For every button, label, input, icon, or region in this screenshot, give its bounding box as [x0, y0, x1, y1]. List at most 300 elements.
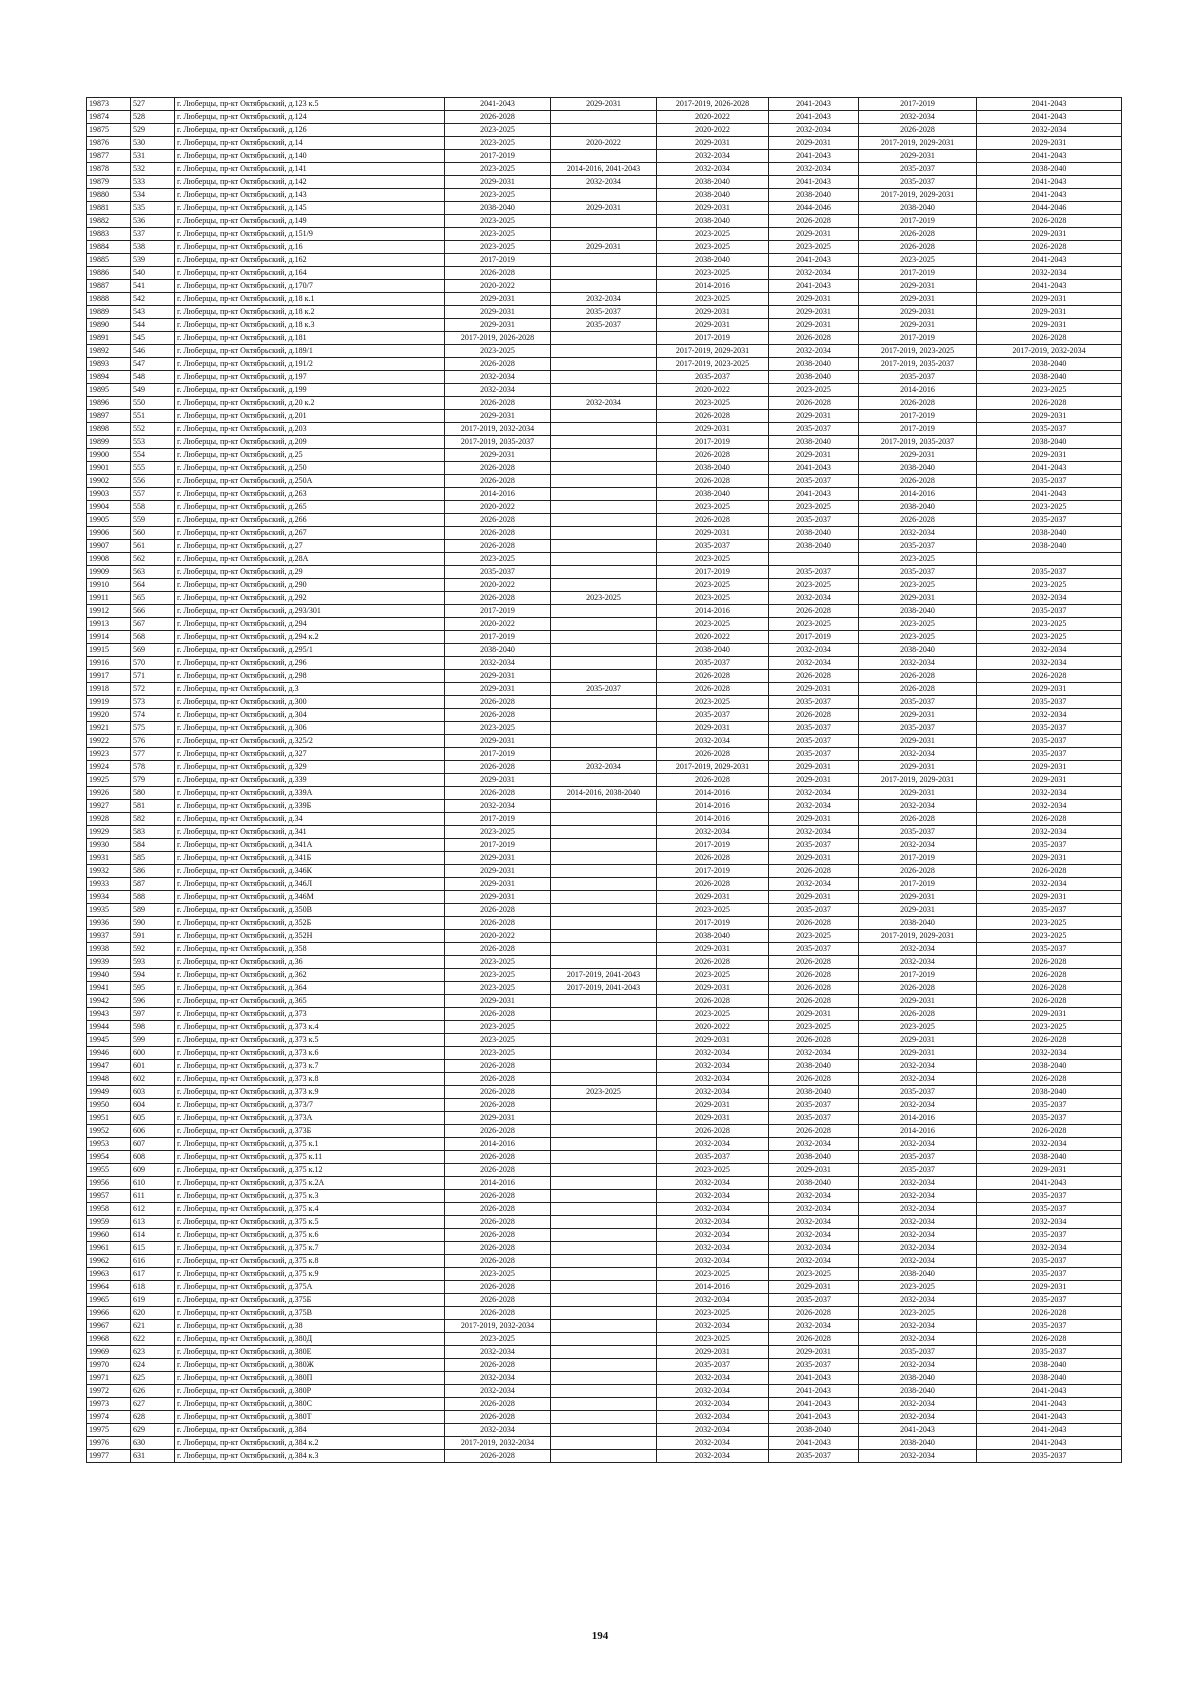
table-cell: 2026-2028	[859, 241, 977, 254]
table-cell: 2026-2028	[445, 1255, 551, 1268]
table-cell: 2032-2034	[977, 124, 1122, 137]
table-cell	[551, 943, 657, 956]
table-cell: 2020-2022	[445, 280, 551, 293]
table-cell: 2032-2034	[769, 1216, 859, 1229]
table-cell: 2038-2040	[769, 189, 859, 202]
table-cell: 2029-2031	[769, 410, 859, 423]
table-cell: 2038-2040	[657, 189, 769, 202]
table-cell: 2026-2028	[657, 774, 769, 787]
table-row	[87, 1359, 1122, 1372]
table-row	[87, 657, 1122, 670]
table-row	[87, 1112, 1122, 1125]
table-cell: 19962	[87, 1255, 131, 1268]
table-cell: 556	[131, 475, 175, 488]
table-cell: 2035-2037	[977, 1268, 1122, 1281]
table-cell: 2026-2028	[769, 605, 859, 618]
table-cell: 2032-2034	[859, 1073, 977, 1086]
table-cell: 2023-2025	[445, 1047, 551, 1060]
table-cell	[551, 1320, 657, 1333]
table-cell: 2032-2034	[657, 1411, 769, 1424]
table-cell: 2029-2031	[977, 683, 1122, 696]
table-cell: 2014-2016	[859, 488, 977, 501]
table-cell: г. Люберцы, пр-кт Октябрьский, д.141	[175, 163, 445, 176]
table-cell: 2026-2028	[769, 1333, 859, 1346]
table-cell: 2041-2043	[769, 254, 859, 267]
table-cell: 2032-2034	[769, 1229, 859, 1242]
table-cell: 2032-2034	[551, 761, 657, 774]
table-cell: 2020-2022	[445, 501, 551, 514]
table-cell: г. Люберцы, пр-кт Октябрьский, д.294 к.2	[175, 631, 445, 644]
table-cell: 2032-2034	[977, 878, 1122, 891]
table-cell	[551, 1385, 657, 1398]
table-cell: 2038-2040	[769, 371, 859, 384]
table-cell	[551, 1450, 657, 1463]
table-row	[87, 462, 1122, 475]
table-cell: 2026-2028	[977, 813, 1122, 826]
table-cell: 2035-2037	[657, 1359, 769, 1372]
table-cell: 2035-2037	[859, 1086, 977, 1099]
table-cell	[551, 449, 657, 462]
table-cell: 2032-2034	[859, 1216, 977, 1229]
table-cell: 2032-2034	[551, 293, 657, 306]
table-cell: 2023-2025	[657, 904, 769, 917]
table-cell: 2023-2025	[445, 241, 551, 254]
table-row	[87, 579, 1122, 592]
table-cell: 2029-2031	[657, 1099, 769, 1112]
table-cell: 2035-2037	[551, 319, 657, 332]
table-row	[87, 605, 1122, 618]
table-cell: 536	[131, 215, 175, 228]
table-cell: 2023-2025	[859, 1307, 977, 1320]
table-cell: г. Люберцы, пр-кт Октябрьский, д.14	[175, 137, 445, 150]
table-cell: 19935	[87, 904, 131, 917]
table-cell: 580	[131, 787, 175, 800]
table-cell: 19879	[87, 176, 131, 189]
table-cell: г. Люберцы, пр-кт Октябрьский, д.27	[175, 540, 445, 553]
table-cell: 2038-2040	[445, 644, 551, 657]
table-cell: 2026-2028	[977, 215, 1122, 228]
table-cell: 2032-2034	[977, 592, 1122, 605]
table-cell: 2032-2034	[859, 1203, 977, 1216]
table-cell: г. Люберцы, пр-кт Октябрьский, д.375А	[175, 1281, 445, 1294]
table-cell: 2032-2034	[859, 1060, 977, 1073]
table-row	[87, 1229, 1122, 1242]
table-cell: 629	[131, 1424, 175, 1437]
table-cell	[551, 917, 657, 930]
table-cell: 542	[131, 293, 175, 306]
table-cell: 2035-2037	[977, 904, 1122, 917]
table-cell: г. Люберцы, пр-кт Октябрьский, д.149	[175, 215, 445, 228]
table-cell: 2017-2019, 2035-2037	[859, 436, 977, 449]
table-cell: 2017-2019	[769, 631, 859, 644]
table-cell: 2026-2028	[445, 787, 551, 800]
table-cell: 19913	[87, 618, 131, 631]
table-cell: 2023-2025	[977, 501, 1122, 514]
table-cell: 2026-2028	[769, 982, 859, 995]
table-cell: 590	[131, 917, 175, 930]
table-cell: 2026-2028	[445, 1359, 551, 1372]
table-cell: 2032-2034	[769, 592, 859, 605]
table-cell: 2029-2031	[769, 813, 859, 826]
table-cell: 2023-2025	[445, 722, 551, 735]
table-cell: г. Люберцы, пр-кт Октябрьский, д.38	[175, 1320, 445, 1333]
table-cell: 582	[131, 813, 175, 826]
table-cell: 19919	[87, 696, 131, 709]
table-cell: г. Люберцы, пр-кт Октябрьский, д.290	[175, 579, 445, 592]
table-cell: 2032-2034	[769, 1203, 859, 1216]
table-row	[87, 1164, 1122, 1177]
table-cell: г. Люберцы, пр-кт Октябрьский, д.375 к.6	[175, 1229, 445, 1242]
table-cell: 594	[131, 969, 175, 982]
table-cell: 2029-2031	[445, 449, 551, 462]
table-row	[87, 1151, 1122, 1164]
table-cell: 2029-2031	[769, 137, 859, 150]
table-cell: 2023-2025	[859, 553, 977, 566]
table-cell: 2041-2043	[769, 488, 859, 501]
table-cell: 2035-2037	[769, 514, 859, 527]
table-cell: 19944	[87, 1021, 131, 1034]
table-cell: 2041-2043	[769, 176, 859, 189]
table-cell: 2035-2037	[657, 657, 769, 670]
table-cell: 2032-2034	[859, 1099, 977, 1112]
table-cell: 19939	[87, 956, 131, 969]
table-cell: 2023-2025	[977, 930, 1122, 943]
table-cell: 19884	[87, 241, 131, 254]
table-cell: 2032-2034	[551, 397, 657, 410]
table-cell: 2032-2034	[769, 1320, 859, 1333]
table-cell: 2035-2037	[977, 423, 1122, 436]
table-cell: г. Люберцы, пр-кт Октябрьский, д.346Л	[175, 878, 445, 891]
table-cell	[551, 189, 657, 202]
table-cell: 2023-2025	[657, 1307, 769, 1320]
table-row	[87, 345, 1122, 358]
table-cell: 2035-2037	[977, 696, 1122, 709]
table-row	[87, 930, 1122, 943]
table-cell: г. Люберцы, пр-кт Октябрьский, д.380П	[175, 1372, 445, 1385]
table-cell: 2029-2031	[657, 1346, 769, 1359]
table-cell: 2038-2040	[859, 1437, 977, 1450]
table-cell: 2035-2037	[657, 540, 769, 553]
table-cell: 2023-2025	[657, 1268, 769, 1281]
table-cell: 2032-2034	[769, 800, 859, 813]
table-cell: 558	[131, 501, 175, 514]
table-cell: 2023-2025	[657, 969, 769, 982]
table-cell: 2026-2028	[445, 527, 551, 540]
table-cell: г. Люберцы, пр-кт Октябрьский, д.162	[175, 254, 445, 267]
table-cell: 2026-2028	[977, 1333, 1122, 1346]
table-cell: 2017-2019	[445, 839, 551, 852]
table-cell: 2041-2043	[977, 189, 1122, 202]
table-cell: 2017-2019	[445, 813, 551, 826]
table-cell: 2032-2034	[769, 1242, 859, 1255]
table-cell: 2029-2031	[977, 449, 1122, 462]
table-cell: 2035-2037	[977, 1346, 1122, 1359]
table-cell: 2038-2040	[769, 527, 859, 540]
table-cell: 2038-2040	[657, 176, 769, 189]
table-cell: г. Люберцы, пр-кт Октябрьский, д.364	[175, 982, 445, 995]
table-cell: 2032-2034	[977, 787, 1122, 800]
table-cell: 2038-2040	[769, 358, 859, 371]
table-cell: г. Люберцы, пр-кт Октябрьский, д.375 к.12	[175, 1164, 445, 1177]
table-cell	[551, 1164, 657, 1177]
table-cell: 19938	[87, 943, 131, 956]
table-cell: 19920	[87, 709, 131, 722]
table-row	[87, 852, 1122, 865]
table-cell: 2014-2016	[859, 1125, 977, 1138]
table-cell: 587	[131, 878, 175, 891]
table-cell: 2029-2031	[445, 1112, 551, 1125]
table-cell: 2017-2019, 2032-2034	[445, 1320, 551, 1333]
table-cell: 2029-2031	[769, 449, 859, 462]
table-cell: 2032-2034	[769, 1047, 859, 1060]
table-cell: 568	[131, 631, 175, 644]
table-cell: г. Люберцы, пр-кт Октябрьский, д.339Б	[175, 800, 445, 813]
table-cell: 19880	[87, 189, 131, 202]
table-cell: 2032-2034	[859, 1255, 977, 1268]
table-cell: 2032-2034	[657, 1255, 769, 1268]
table-cell: 2017-2019	[657, 865, 769, 878]
table-cell: 626	[131, 1385, 175, 1398]
table-cell: 2026-2028	[445, 592, 551, 605]
table-cell: 19932	[87, 865, 131, 878]
table-cell: 2035-2037	[859, 540, 977, 553]
table-cell: 2029-2031	[445, 995, 551, 1008]
table-cell: 19934	[87, 891, 131, 904]
table-cell: 2035-2037	[657, 709, 769, 722]
table-cell: 2032-2034	[769, 644, 859, 657]
table-cell: 559	[131, 514, 175, 527]
table-cell: 2035-2037	[859, 1164, 977, 1177]
table-cell: 2041-2043	[977, 111, 1122, 124]
table-cell: 19961	[87, 1242, 131, 1255]
table-cell: 2017-2019	[859, 267, 977, 280]
table-cell: г. Люберцы, пр-кт Октябрьский, д.373 к.5	[175, 1034, 445, 1047]
table-cell: 2038-2040	[769, 1086, 859, 1099]
table-cell: 579	[131, 774, 175, 787]
table-cell: 2023-2025	[657, 293, 769, 306]
table-cell: 2035-2037	[769, 423, 859, 436]
table-cell: 2038-2040	[657, 644, 769, 657]
table-cell: 549	[131, 384, 175, 397]
table-cell: г. Люберцы, пр-кт Октябрьский, д.375 к.11	[175, 1151, 445, 1164]
table-cell: 2026-2028	[859, 670, 977, 683]
table-cell: г. Люберцы, пр-кт Октябрьский, д.201	[175, 410, 445, 423]
table-row	[87, 306, 1122, 319]
table-cell: г. Люберцы, пр-кт Октябрьский, д.350В	[175, 904, 445, 917]
table-cell: 19948	[87, 1073, 131, 1086]
table-cell: 19902	[87, 475, 131, 488]
table-cell: г. Люберцы, пр-кт Октябрьский, д.265	[175, 501, 445, 514]
table-cell: 552	[131, 423, 175, 436]
table-cell: 19900	[87, 449, 131, 462]
table-cell: 2035-2037	[769, 696, 859, 709]
table-cell: 531	[131, 150, 175, 163]
table-cell: г. Люберцы, пр-кт Октябрьский, д.384 к.3	[175, 1450, 445, 1463]
table-cell: 2041-2043	[977, 1385, 1122, 1398]
table-cell: 2032-2034	[977, 1216, 1122, 1229]
table-cell: 2023-2025	[657, 553, 769, 566]
table-cell: 2035-2037	[769, 475, 859, 488]
table-cell: 2020-2022	[657, 384, 769, 397]
table-row	[87, 1294, 1122, 1307]
table-cell: 2032-2034	[657, 1190, 769, 1203]
table-cell: 19915	[87, 644, 131, 657]
table-cell: г. Люберцы, пр-кт Октябрьский, д.325/2	[175, 735, 445, 748]
table-row	[87, 904, 1122, 917]
table-cell	[551, 1281, 657, 1294]
table-cell: г. Люберцы, пр-кт Октябрьский, д.339А	[175, 787, 445, 800]
table-cell: 2026-2028	[445, 111, 551, 124]
table-row	[87, 1346, 1122, 1359]
table-cell: 596	[131, 995, 175, 1008]
table-row	[87, 163, 1122, 176]
table-cell: г. Люберцы, пр-кт Октябрьский, д.29	[175, 566, 445, 579]
table-cell	[551, 1203, 657, 1216]
table-cell: 2035-2037	[977, 1450, 1122, 1463]
table-cell: 2029-2031	[859, 319, 977, 332]
table-cell: 2038-2040	[977, 1359, 1122, 1372]
table-cell	[551, 1099, 657, 1112]
table-cell: 532	[131, 163, 175, 176]
table-cell	[551, 358, 657, 371]
table-cell: 2029-2031	[859, 1034, 977, 1047]
table-cell	[551, 1242, 657, 1255]
table-cell: 2038-2040	[977, 436, 1122, 449]
table-cell: г. Люберцы, пр-кт Октябрьский, д.170/7	[175, 280, 445, 293]
table-cell: 2026-2028	[769, 956, 859, 969]
table-cell: 2032-2034	[977, 1242, 1122, 1255]
table-row	[87, 943, 1122, 956]
table-cell: 2032-2034	[445, 384, 551, 397]
table-cell: 2023-2025	[977, 631, 1122, 644]
table-cell: 19883	[87, 228, 131, 241]
table-cell: 608	[131, 1151, 175, 1164]
table-cell: 2029-2031	[859, 891, 977, 904]
table-cell: 2032-2034	[859, 1411, 977, 1424]
table-cell: г. Люберцы, пр-кт Октябрьский, д.375 к.9	[175, 1268, 445, 1281]
table-cell: 604	[131, 1099, 175, 1112]
table-cell: 555	[131, 462, 175, 475]
table-cell: 593	[131, 956, 175, 969]
table-cell: 2026-2028	[769, 995, 859, 1008]
table-cell: 2032-2034	[657, 1073, 769, 1086]
table-cell: 2017-2019	[657, 332, 769, 345]
table-cell: г. Люберцы, пр-кт Октябрьский, д.28А	[175, 553, 445, 566]
table-cell: 600	[131, 1047, 175, 1060]
table-cell: 2023-2025	[445, 982, 551, 995]
table-row	[87, 1320, 1122, 1333]
table-cell: 2026-2028	[445, 917, 551, 930]
table-cell: 2026-2028	[769, 969, 859, 982]
table-cell: г. Люберцы, пр-кт Октябрьский, д.266	[175, 514, 445, 527]
table-cell: 2035-2037	[769, 943, 859, 956]
table-cell: 574	[131, 709, 175, 722]
table-cell: 2026-2028	[977, 982, 1122, 995]
table-cell: 2023-2025	[977, 384, 1122, 397]
table-cell: 2026-2028	[769, 1307, 859, 1320]
table-cell: 19898	[87, 423, 131, 436]
table-cell: 2029-2031	[657, 527, 769, 540]
table-row	[87, 215, 1122, 228]
table-cell: 2026-2028	[445, 1307, 551, 1320]
table-cell: 2029-2031	[769, 1281, 859, 1294]
table-cell: 2026-2028	[445, 1073, 551, 1086]
table-cell: 2041-2043	[977, 488, 1122, 501]
table-cell: 544	[131, 319, 175, 332]
table-cell: 2023-2025	[445, 956, 551, 969]
table-cell: 2032-2034	[657, 735, 769, 748]
table-cell: 2023-2025	[657, 397, 769, 410]
table-row	[87, 1138, 1122, 1151]
table-cell: 2020-2022	[657, 1021, 769, 1034]
table-cell: 2014-2016	[657, 605, 769, 618]
table-cell: 554	[131, 449, 175, 462]
table-cell: 2032-2034	[657, 826, 769, 839]
table-cell	[551, 800, 657, 813]
table-row	[87, 1073, 1122, 1086]
table-cell: 2041-2043	[769, 462, 859, 475]
table-cell: 2026-2028	[859, 124, 977, 137]
table-cell	[551, 228, 657, 241]
table-cell: 2035-2037	[977, 1099, 1122, 1112]
table-row	[87, 969, 1122, 982]
table-cell: 2023-2025	[657, 696, 769, 709]
table-cell: г. Люберцы, пр-кт Октябрьский, д.3	[175, 683, 445, 696]
table-row	[87, 787, 1122, 800]
table-cell	[551, 605, 657, 618]
table-cell: 2026-2028	[859, 982, 977, 995]
table-cell: 2029-2031	[657, 137, 769, 150]
table-cell: г. Люберцы, пр-кт Октябрьский, д.300	[175, 696, 445, 709]
table-cell: 2026-2028	[445, 1281, 551, 1294]
table-cell	[551, 215, 657, 228]
table-cell: 2029-2031	[769, 683, 859, 696]
table-cell: 2038-2040	[977, 527, 1122, 540]
table-cell: 19977	[87, 1450, 131, 1463]
table-cell: 2026-2028	[657, 878, 769, 891]
table-cell: 591	[131, 930, 175, 943]
table-row	[87, 1372, 1122, 1385]
table-cell: 614	[131, 1229, 175, 1242]
table-cell: 2035-2037	[445, 566, 551, 579]
table-cell: 562	[131, 553, 175, 566]
table-cell: 2023-2025	[859, 1021, 977, 1034]
table-cell: 601	[131, 1060, 175, 1073]
table-cell: 2032-2034	[445, 371, 551, 384]
table-cell: 2023-2025	[657, 1164, 769, 1177]
table-cell: 2041-2043	[769, 1385, 859, 1398]
table-cell: 2017-2019, 2029-2031	[657, 345, 769, 358]
table-cell: 2029-2031	[859, 293, 977, 306]
table-cell: 560	[131, 527, 175, 540]
table-cell	[551, 124, 657, 137]
table-cell: г. Люберцы, пр-кт Октябрьский, д.375 к.8	[175, 1255, 445, 1268]
table-cell: 2017-2019, 2032-2034	[445, 423, 551, 436]
table-cell: г. Люберцы, пр-кт Октябрьский, д.375 к.3	[175, 1190, 445, 1203]
table-cell: 529	[131, 124, 175, 137]
table-cell: 567	[131, 618, 175, 631]
table-cell	[551, 995, 657, 1008]
table-cell: 2032-2034	[977, 1138, 1122, 1151]
table-cell: 2041-2043	[769, 98, 859, 111]
table-row	[87, 1047, 1122, 1060]
table-row	[87, 150, 1122, 163]
table-cell: 2035-2037	[859, 1151, 977, 1164]
table-cell: 2041-2043	[977, 1424, 1122, 1437]
table-cell	[551, 423, 657, 436]
table-cell: 2035-2037	[859, 696, 977, 709]
table-cell	[551, 1216, 657, 1229]
